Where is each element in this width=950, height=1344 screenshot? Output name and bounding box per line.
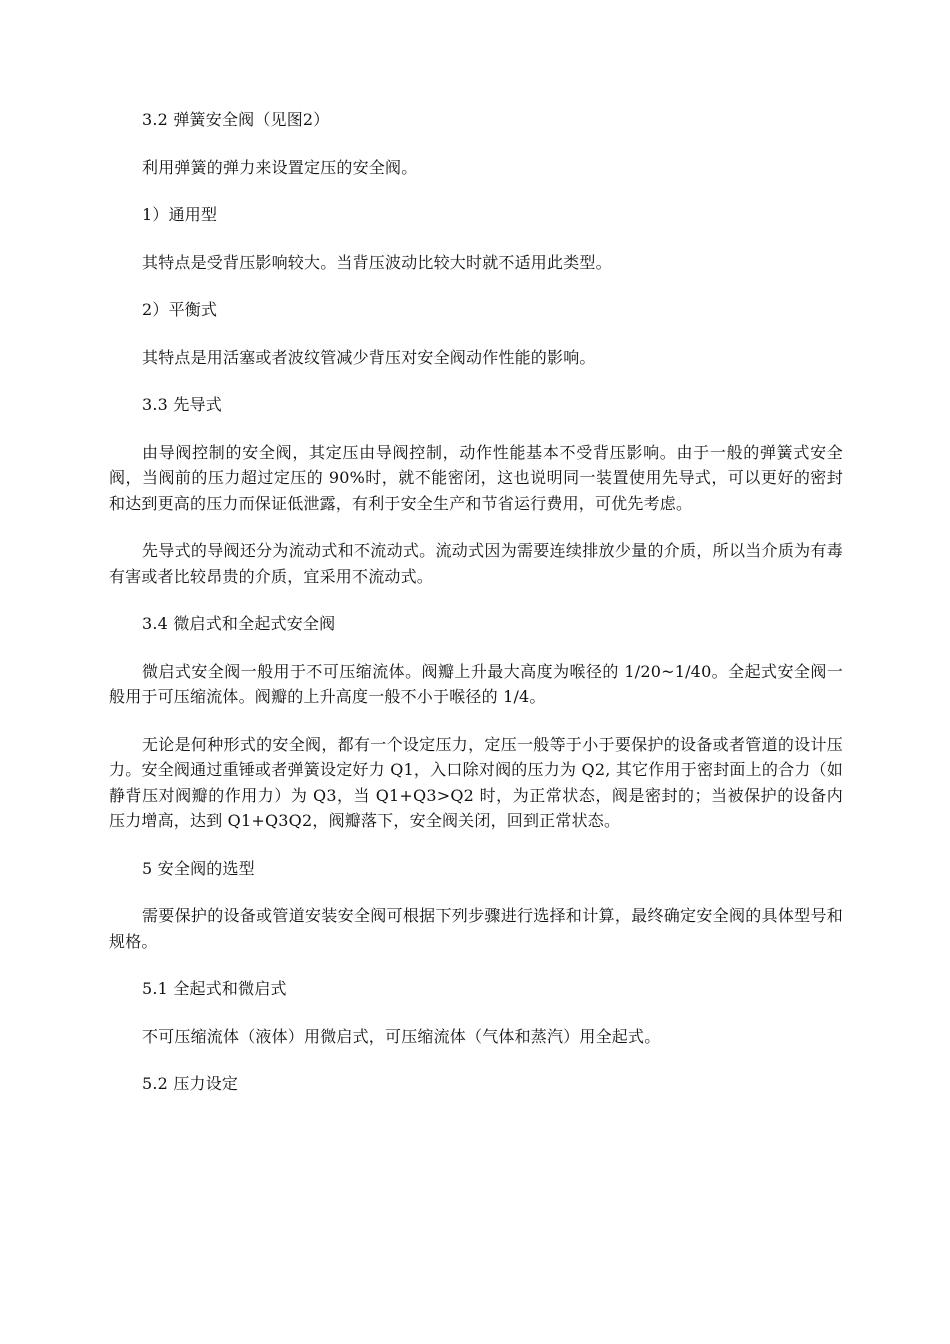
section-heading-5: 5 安全阀的选型 [142, 858, 255, 878]
section-heading-3-2: 3.2 弹簧安全阀（见图2） [142, 110, 330, 129]
paragraph: 由导阀控制的安全阀，其定压由导阀控制，动作性能基本不受背压影响。由于一般的弹簧式安全阀，当阀前的压力超过定压的 90%时，就不能密闭，这也说明同一装置使用先导式，可以更好的密封和达到更高的压力而保证低泄露，有利于安全生产和节省运行费用，可优先考虑。 [109, 442, 843, 513]
paragraph: 先导式的导阀还分为流动式和不流动式。流动式因为需要连续排放少量的介质，所以当介质为有毒有害或者比较昂贵的介质，宜采用不流动式。 [109, 541, 843, 586]
subheading-general-type: 1）通用型 [142, 205, 218, 224]
paragraph: 无论是何种形式的安全阀，都有一个设定压力，定压一般等于小于要保护的设备或者管道的设计压力。安全阀通过重锤或者弹簧设定好力 Q1，入口除对阀的压力为 Q2, 其它作用于密封面上的合力（如静背压对阀瓣的作用力）为 Q3，当 Q1+Q3>Q2 时，为正常状态，阀是密封的；当被保护的设备内压力增高，达到 Q1+Q3Q2，阀瓣落下，安全阀关闭，回到正常状态。 [109, 734, 843, 830]
section-heading-5-1: 5.1 全起式和微启式 [142, 979, 287, 998]
subheading-balanced-type: 2）平衡式 [142, 300, 218, 319]
paragraph: 不可压缩流体（液体）用微启式，可压缩流体（气体和蒸汽）用全起式。 [142, 1026, 661, 1046]
paragraph: 需要保护的设备或管道安装安全阀可根据下列步骤进行选择和计算，最终确定安全阀的具体型号和规格。 [109, 906, 843, 951]
paragraph: 利用弹簧的弹力来设置定压的安全阀。 [142, 157, 418, 177]
paragraph: 微启式安全阀一般用于不可压缩流体。阀瓣上升最大高度为喉径的 1/20~1/40。全起式安全阀一般用于可压缩流体。阀瓣的上升高度一般不小于喉径的 1/4。 [109, 661, 843, 706]
section-heading-3-3: 3.3 先导式 [142, 395, 222, 414]
paragraph: 其特点是用活塞或者波纹管减少背压对安全阀动作性能的影响。 [142, 347, 596, 367]
paragraph: 其特点是受背压影响较大。当背压波动比较大时就不适用此类型。 [142, 252, 612, 272]
document-body [109, 107, 843, 1119]
section-heading-3-4: 3.4 微启式和全起式安全阀 [142, 614, 336, 633]
section-heading-5-2: 5.2 压力设定 [142, 1074, 239, 1093]
